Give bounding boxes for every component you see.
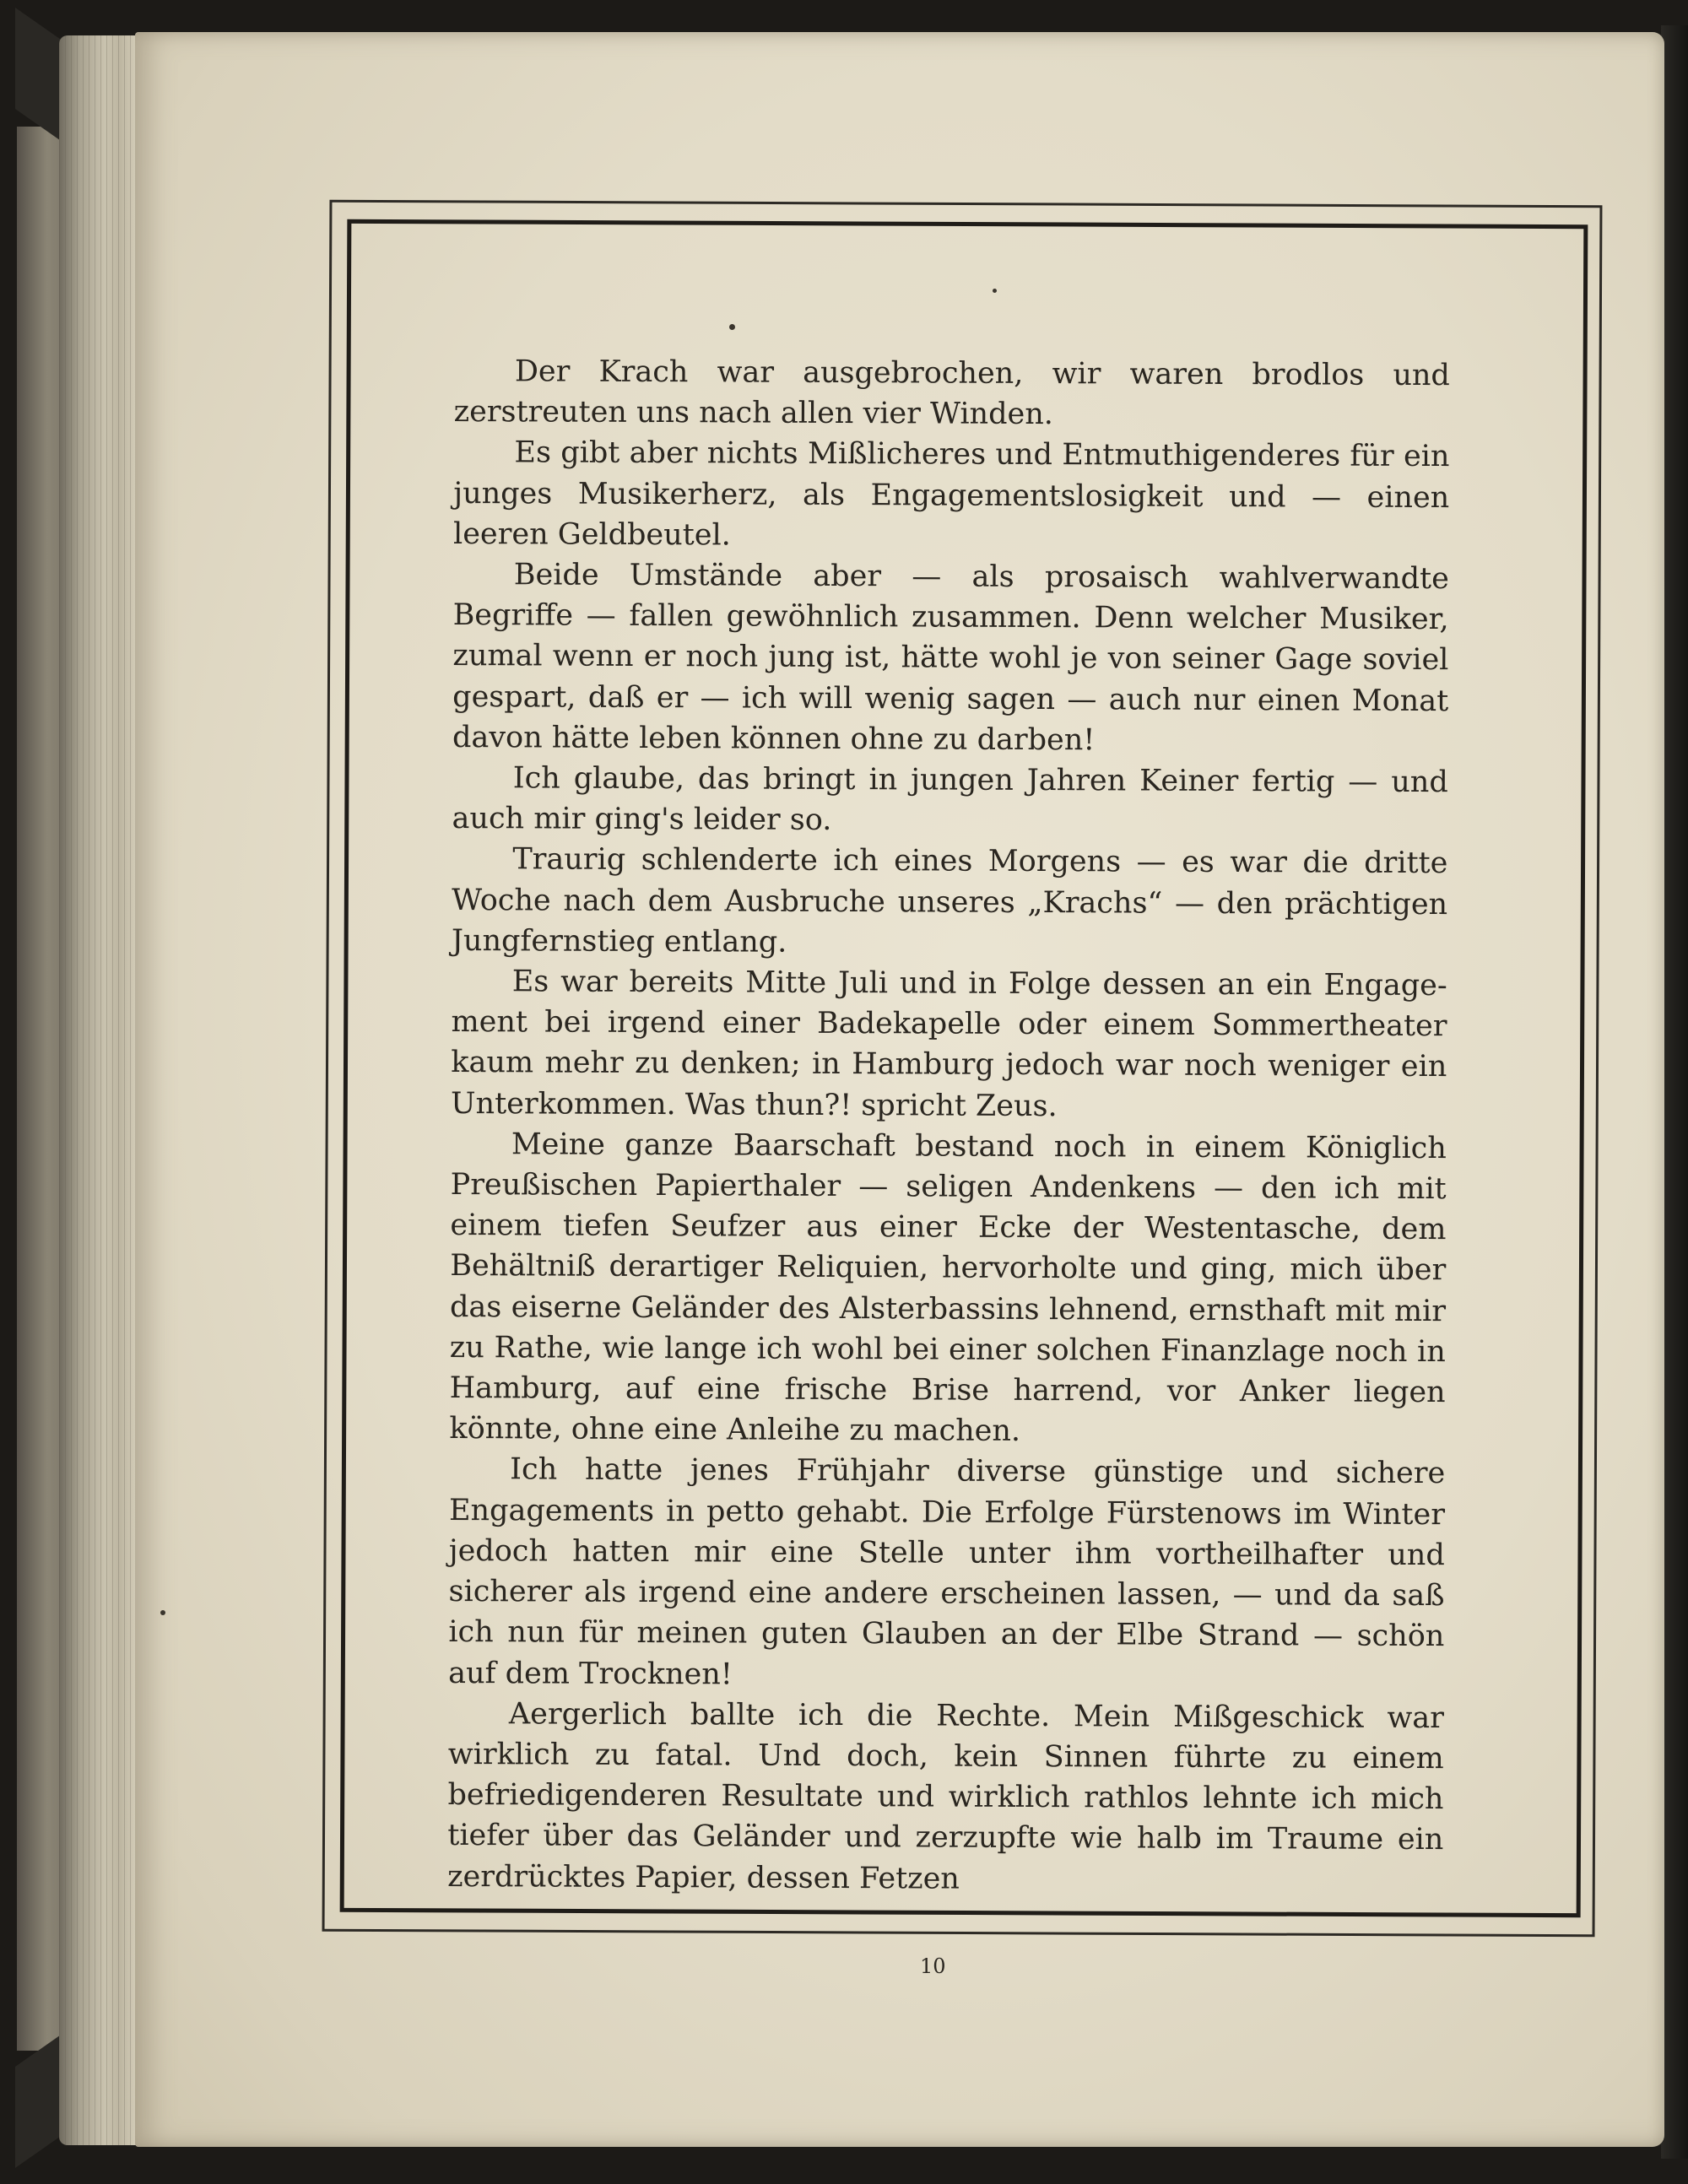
cover-corner-bottom [15, 2031, 66, 2168]
paper-speck [160, 1610, 165, 1615]
paragraph: Aergerlich ballte ich die Rechte. Mein Mißgeschick war wirklich zu fatal. Und doch, kein Sinnen führte zu einem befriedigenderen Resultate und wirklich rathlos lehnte ich mich tiefer über das Geländer und zerzupfte wie halb im Traume ein zerdrücktes Papier, dessen Fetzen [447, 1697, 1445, 1896]
paragraph: Es gibt aber nichts Mißlicheres und Entmuthigenderes für ein junges Musikerherz, als Engagementslosigkeit und — einen leeren Geldbeutel. [452, 435, 1450, 553]
right-scan-edge [1661, 25, 1688, 2159]
paragraph: Meine ganze Baarschaft bestand noch in einem Königlich Preußischen Papierthaler — seligen Andenkens — den ich mit einem tiefen Seufzer aus einer Ecke der Westentasche, dem Behältniß derartiger Reliquien, hervorholte und ging, mich über das eiserne Geländer des Alsterbassins lehnend, ernsthaft mit mir zu Rathe, wie lange ich wohl bei einer solchen Finanzlage noch in Hamburg, auf eine frische Brise harrend, vor Anker liegen könnte, ohne eine Anleihe zu machen. [449, 1127, 1447, 1449]
paragraph: Beide Umstände aber — als prosaisch wahlverwandte Begriffe — fallen gewöhnlich zusammen. Denn welcher Musiker, zumal wenn er noch jung ist, hätte wohl je von seiner Gage soviel gespart, daß er — ich will wenig sagen — auch nur einen Monat davon hätte leben können ohne zu darben! [452, 558, 1449, 758]
paragraph: Es war bereits Mitte Juli und in Folge dessen an ein Engagement bei irgend einer Badekapelle oder einem Sommertheater kaum mehr zu denken; in Hamburg jedoch war noch weniger ein Unterkommen. Was thun?! spricht Zeus. [451, 965, 1447, 1123]
page-number: 10 [920, 1954, 946, 1978]
paragraph: Der Krach war ausgebrochen, wir waren brodlos und zerstreuten uns nach allen vier Winden. [453, 354, 1450, 432]
body-text [447, 351, 1450, 1901]
paragraph: Ich hatte jenes Frühjahr diverse günstige und sichere Engagements in petto gehabt. Die Erfolge Fürstenows im Winter jedoch hatten mir eine Stelle unter ihm vortheilhafter und sicherer als irgend eine andere erscheinen lassen, — und da saß ich nun für meinen guten Glauben an der Elbe Strand — schön auf dem Trocknen! [448, 1452, 1446, 1691]
paragraph: Traurig schlenderte ich eines Morgens — es war die dritte Woche nach dem Ausbruche unseres „Krachs“ — den prächtigen Jungfernstieg entlang. [451, 842, 1448, 960]
cover-corner-top [15, 8, 66, 144]
paragraph: Ich glaube, das bringt in jungen Jahren Keiner fertig — und auch mir ging's leider so. [452, 761, 1448, 838]
